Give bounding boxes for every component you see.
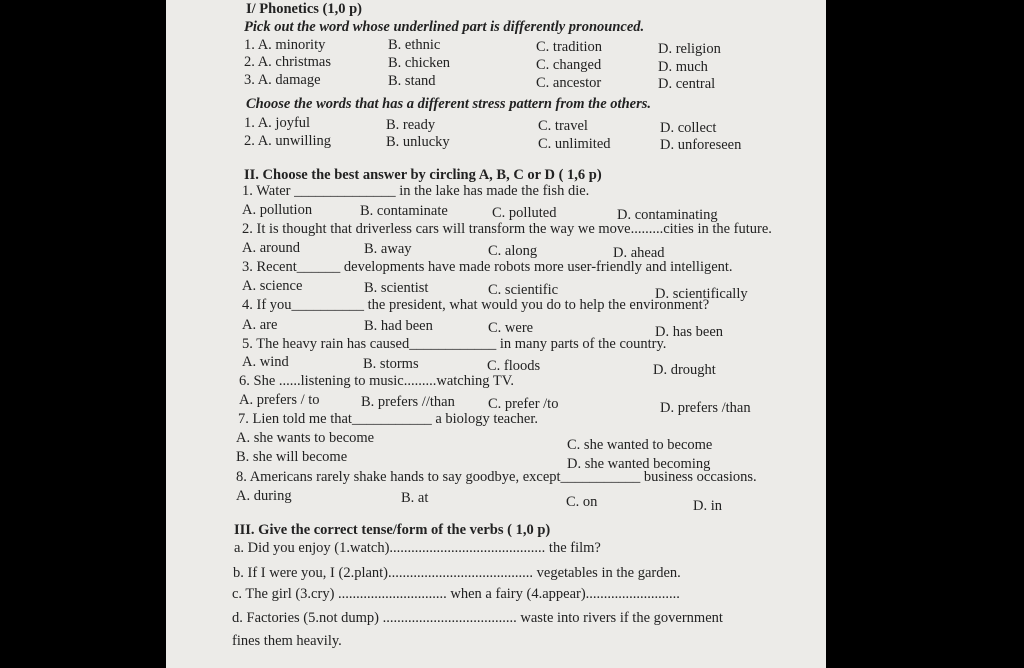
stress-q1-c: C. travel [538,118,588,134]
q4-option-d: D. has been [655,324,724,340]
q5-option-b: B. storms [363,356,419,372]
q1-option-c: C. polluted [492,205,557,221]
stress-q1-b: B. ready [386,117,436,133]
q8-option-b: B. at [401,490,429,506]
verb-line-c: c. The girl (3.cry) .............................. when a fairy (4.appear).......................... [232,586,680,602]
question-6: 6. She ......listening to music.........watching TV. [239,373,514,389]
phonetics-q3-d: D. central [658,76,716,92]
q7-option-b: B. she will become [236,449,348,465]
q3-option-c: C. scientific [488,282,559,298]
question-1: 1. Water ______________ in the lake has made the fish die. [242,183,590,199]
q4-option-c: C. were [488,320,534,336]
section-2-heading: II. Choose the best answer by circling A, B, C or D ( 1,6 p) [244,167,602,183]
section-3-heading: III. Give the correct tense/form of the verbs ( 1,0 p) [234,522,551,538]
worksheet-page [166,0,826,668]
phonetics-q1-c: C. tradition [536,39,603,55]
q2-option-b: B. away [364,241,412,257]
phonetics-q1-b: B. ethnic [388,37,441,53]
section-1-heading: I/ Phonetics (1,0 p) [246,1,362,17]
phonetics-q3-a: 3. A. damage [244,72,321,88]
q4-option-a: A. are [242,317,278,333]
q5-option-a: A. wind [242,354,289,370]
q7-option-c: C. she wanted to become [567,437,713,453]
q8-option-c: C. on [566,494,598,510]
q7-option-a: A. she wants to become [236,430,375,446]
q6-option-a: A. prefers / to [239,392,320,408]
phonetics-q2-a: 2. A. christmas [244,54,331,70]
phonetics-q3-c: C. ancestor [536,75,602,91]
section-1-instruction: Pick out the word whose underlined part is differently pronounced. [244,19,645,35]
question-8: 8. Americans rarely shake hands to say goodbye, except___________ business occasions. [236,469,757,485]
question-2: 2. It is thought that driverless cars will transform the way we move.........cities in the future. [242,221,772,237]
q6-option-c: C. prefer /to [488,396,559,412]
phonetics-q1-a: 1. A. minority [244,37,326,53]
stress-q2-b: B. unlucky [386,134,450,150]
q5-option-c: C. floods [487,358,541,374]
phonetics-q1-d: D. religion [658,41,721,57]
question-7: 7. Lien told me that___________ a biology teacher. [238,411,539,427]
verb-line-e: fines them heavily. [232,633,342,649]
phonetics-q2-c: C. changed [536,57,602,73]
stress-q1-a: 1. A. joyful [244,115,311,131]
question-3: 3. Recent______ developments have made robots more user-friendly and intelligent. [242,259,733,275]
question-4: 4. If you__________ the president, what would you do to help the environment? [242,297,710,313]
stress-instruction: Choose the words that has a different stress pattern from the others. [246,96,651,112]
phonetics-q2-d: D. much [658,59,708,75]
q3-option-d: D. scientifically [655,286,748,302]
verb-line-b: b. If I were you, I (2.plant)........................................ vegetables in the garden. [233,565,681,581]
q7-option-d: D. she wanted becoming [567,456,711,472]
q2-option-d: D. ahead [613,245,665,261]
question-5: 5. The heavy rain has caused____________ in many parts of the country. [242,336,667,352]
verb-line-a: a. Did you enjoy (1.watch)........................................... the film? [234,540,601,556]
phonetics-q2-b: B. chicken [388,55,451,71]
stress-q1-d: D. collect [660,120,717,136]
stress-q2-a: 2. A. unwilling [244,133,332,149]
q1-option-d: D. contaminating [617,207,718,223]
q2-option-a: A. around [242,240,300,256]
phonetics-q3-b: B. stand [388,73,436,89]
q4-option-b: B. had been [364,318,433,334]
q3-option-a: A. science [242,278,303,294]
q8-option-a: A. during [236,488,292,504]
q5-option-d: D. drought [653,362,716,378]
stress-q2-d: D. unforeseen [660,137,742,153]
q1-option-a: A. pollution [242,202,313,218]
q6-option-b: B. prefers //than [361,394,455,410]
stress-q2-c: C. unlimited [538,136,611,152]
q3-option-b: B. scientist [364,280,429,296]
q2-option-c: C. along [488,243,538,259]
verb-line-d: d. Factories (5.not dump) ..................................... waste into rivers if the government [232,610,723,626]
q6-option-d: D. prefers /than [660,400,751,416]
q1-option-b: B. contaminate [360,203,448,219]
q8-option-d: D. in [693,498,722,514]
